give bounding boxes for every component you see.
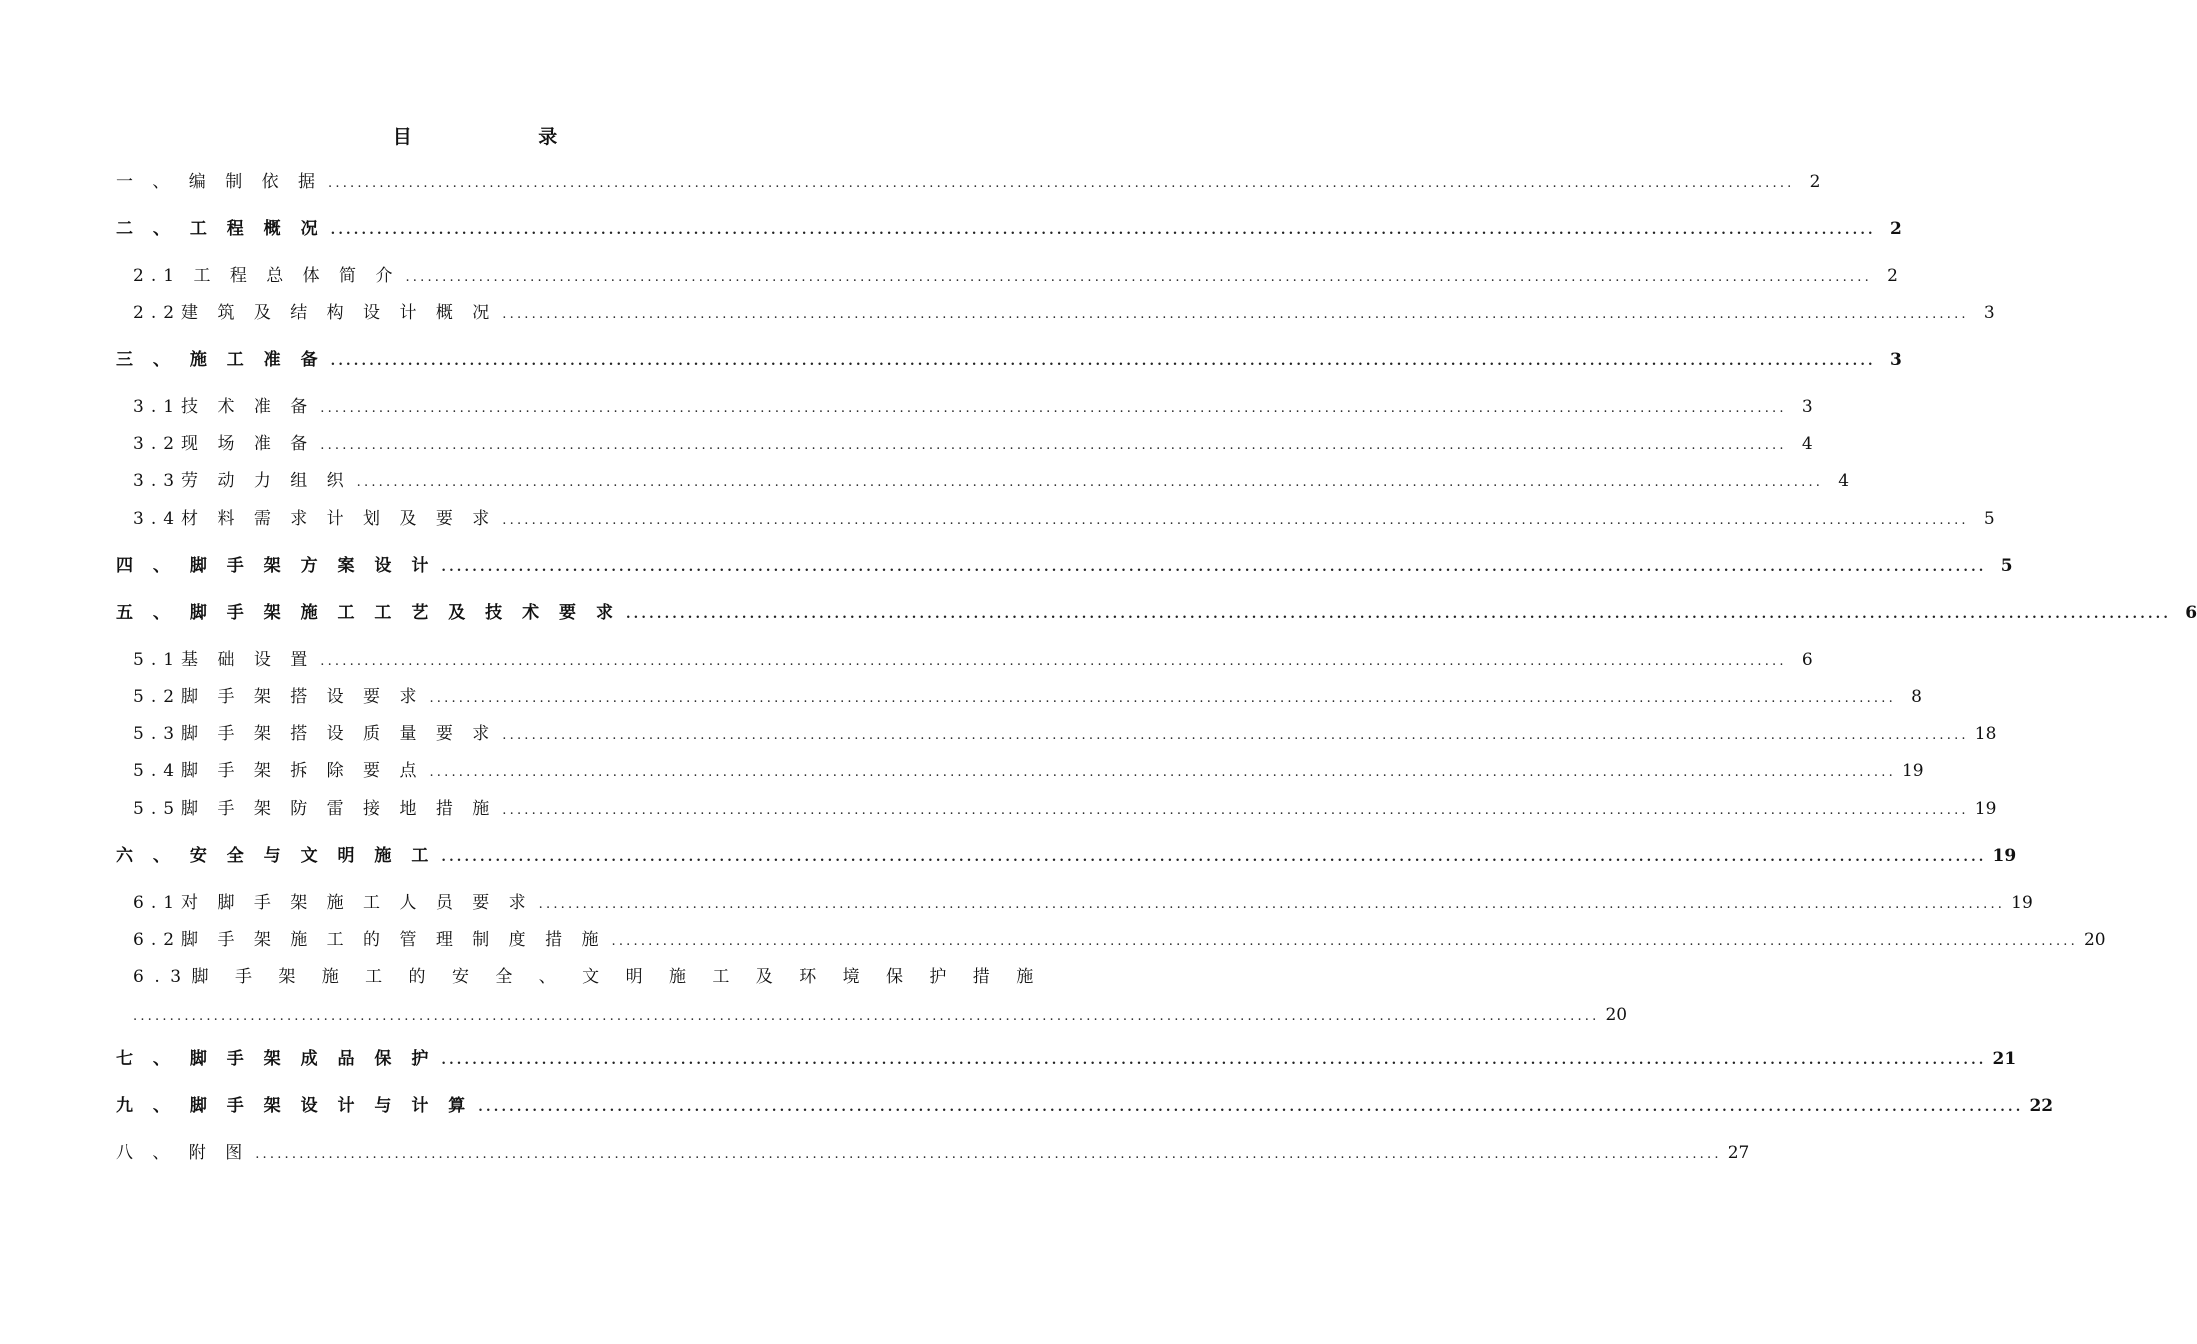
toc-entry-page: 20 <box>1605 1005 1628 1025</box>
toc-entry-label: 三 、 施 工 准 备 <box>116 350 325 370</box>
toc-entry[interactable] <box>133 432 1813 458</box>
toc-entry-page: 20 <box>2083 930 2106 950</box>
toc-entry-page: 6 <box>1801 650 1813 670</box>
toc-entry[interactable] <box>133 264 1898 290</box>
toc-entry-leader <box>441 1049 1986 1073</box>
toc-entry[interactable] <box>116 601 2197 627</box>
toc-entry-leader <box>357 471 1823 495</box>
toc-entry-page: 3 <box>1801 397 1813 417</box>
toc-entry-leader <box>502 799 1968 823</box>
toc-entry-page: 5 <box>1983 509 1995 529</box>
toc-entry[interactable] <box>116 348 1902 374</box>
toc-entry-page: 22 <box>2029 1096 2054 1116</box>
toc-entry[interactable] <box>116 1047 2017 1073</box>
toc-entry-page: 19 <box>2011 893 2033 913</box>
toc-entry-page: 19 <box>1992 846 2017 866</box>
toc-entry-page: 2 <box>1809 172 1821 192</box>
toc-entry[interactable] <box>133 928 2106 954</box>
toc-entry-leader <box>320 434 1786 458</box>
toc-entry-label: 5.1基 础 设 置 <box>133 650 315 670</box>
toc-entry-leader <box>331 219 1876 243</box>
toc-entry-page: 2 <box>1887 266 1898 286</box>
toc-entry[interactable] <box>133 722 1997 748</box>
toc-entry-page: 21 <box>1992 1049 2017 1069</box>
toc-entry-leader <box>611 930 2077 954</box>
toc-entry-leader <box>441 556 1986 580</box>
toc-entry-label: 3.3劳 动 力 组 织 <box>133 471 351 491</box>
toc-entry-page: 19 <box>1974 799 1997 819</box>
toc-entry-label: 5.5脚 手 架 防 雷 接 地 措 施 <box>133 799 497 819</box>
toc-entry-page: 3 <box>1889 350 1902 370</box>
toc-entry-label: 6.3脚 手 架 施 工 的 安 全 、 文 明 施 工 及 环 境 保 护 措 施 <box>133 967 1044 987</box>
toc-entry[interactable] <box>116 1094 2054 1120</box>
toc-entry-leader <box>429 687 1895 711</box>
toc-entry-page: 8 <box>1911 687 1922 707</box>
toc-entry-page: 2 <box>1889 219 1902 239</box>
toc-entry[interactable] <box>116 217 1902 243</box>
toc-entry-continuation[interactable] <box>133 1003 1628 1029</box>
toc-entry[interactable] <box>133 891 2033 917</box>
toc-entry-leader <box>626 603 2171 627</box>
toc-entry-leader <box>320 650 1786 674</box>
toc-entry-multiline[interactable] <box>133 965 1044 989</box>
toc-entry-leader <box>429 761 1895 785</box>
toc-entry-label: 一 、 编 制 依 据 <box>116 172 323 192</box>
toc-entry-leader <box>133 1005 1599 1029</box>
toc-entry-page: 6 <box>2185 603 2197 623</box>
toc-entry[interactable] <box>133 759 1924 785</box>
toc-entry[interactable] <box>133 507 1995 533</box>
toc-entry-page: 3 <box>1983 303 1995 323</box>
toc-entry-leader <box>405 266 1871 290</box>
toc-entry-label: 四 、 脚 手 架 方 案 设 计 <box>116 556 436 576</box>
toc-entry-leader <box>328 172 1794 196</box>
toc-entry-leader <box>320 397 1786 421</box>
toc-entry-label: 二 、 工 程 概 况 <box>116 219 325 239</box>
toc-entry-page: 5 <box>2000 556 2013 576</box>
toc-entry[interactable] <box>133 797 1997 823</box>
toc-entry[interactable] <box>133 395 1813 421</box>
toc-entry-label: 5.2脚 手 架 搭 设 要 求 <box>133 687 424 707</box>
toc-entry-leader <box>255 1143 1721 1167</box>
toc-entry-page: 27 <box>1727 1143 1750 1163</box>
toc-entry[interactable] <box>116 1141 1750 1167</box>
toc-entry-leader <box>331 350 1876 374</box>
toc-entry-leader <box>502 509 1968 533</box>
toc-entry-label: 五 、 脚 手 架 施 工 工 艺 及 技 术 要 求 <box>116 603 620 623</box>
toc-entry[interactable] <box>116 554 2013 580</box>
toc-entry-page: 4 <box>1838 471 1850 491</box>
toc-entry-page: 19 <box>1901 761 1924 781</box>
toc-entry-label: 七 、 脚 手 架 成 品 保 护 <box>116 1049 436 1069</box>
toc-entry[interactable] <box>116 844 2017 870</box>
toc-entry-label: 3.4材 料 需 求 计 划 及 要 求 <box>133 509 497 529</box>
toc-entry-page: 4 <box>1801 434 1813 454</box>
toc-entry[interactable] <box>133 685 1922 711</box>
toc-entry[interactable] <box>133 648 1813 674</box>
toc-entry-label: 九 、 脚 手 架 设 计 与 计 算 <box>116 1096 473 1116</box>
toc-entry-label: 5.3脚 手 架 搭 设 质 量 要 求 <box>133 724 497 744</box>
toc-entry-label: 八 、 附 图 <box>116 1143 250 1163</box>
toc-entry-label: 2.1 工 程 总 体 简 介 <box>133 266 400 286</box>
toc-entry-leader <box>539 893 2005 917</box>
toc-entry-label: 5.4脚 手 架 拆 除 要 点 <box>133 761 424 781</box>
toc-entry-leader <box>502 303 1968 327</box>
toc-entry[interactable] <box>116 170 1821 196</box>
toc-entry-leader <box>441 846 1986 870</box>
toc-entry-label: 2.2建 筑 及 结 构 设 计 概 况 <box>133 303 497 323</box>
toc-entry-label: 六 、 安 全 与 文 明 施 工 <box>116 846 436 866</box>
toc-entry-label: 6.2脚 手 架 施 工 的 管 理 制 度 措 施 <box>133 930 606 950</box>
toc-title: 目 录 <box>392 126 618 148</box>
toc-entry-label: 3.1技 术 准 备 <box>133 397 315 417</box>
toc-entry[interactable] <box>133 301 1995 327</box>
toc-entry-label: 6.1对 脚 手 架 施 工 人 员 要 求 <box>133 893 533 913</box>
toc-entry-label: 3.2现 场 准 备 <box>133 434 315 454</box>
toc-entry-page: 18 <box>1974 724 1997 744</box>
toc-entry-leader <box>502 724 1968 748</box>
toc-entry-leader <box>478 1096 2023 1120</box>
toc-entry[interactable] <box>133 469 1850 495</box>
